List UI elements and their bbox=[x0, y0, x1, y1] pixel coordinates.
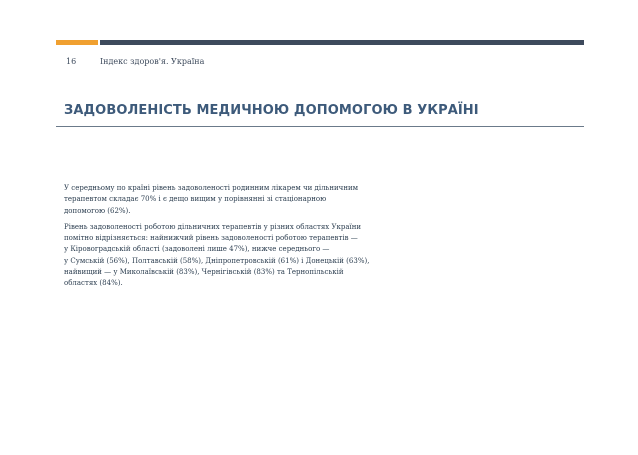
text-line: помітно відрізняється: найнижчий рівень задоволеності роботою терапевтів — bbox=[64, 234, 358, 243]
header-accent-bar bbox=[56, 40, 98, 45]
section-title: ЗАДОВОЛЕНІСТЬ МЕДИЧНОЮ ДОПОМОГОЮ В УКРАЇНІ bbox=[64, 103, 479, 118]
header-rule-bar bbox=[100, 40, 584, 45]
page-number: 16 bbox=[66, 57, 77, 66]
text-line: областях (84%). bbox=[64, 279, 123, 288]
text-line: найвищий — у Миколаївській (83%), Чернігівській (83%) та Тернопільській bbox=[64, 268, 344, 277]
title-divider bbox=[56, 126, 584, 127]
header-title: Індекс здоров'я. Україна bbox=[100, 57, 205, 66]
text-line: у Сумській (56%), Полтавській (58%), Дніпропетровській (61%) і Донецькій (63%), bbox=[64, 256, 370, 265]
text-line: Рівень задоволеності роботою дільничних терапевтів у різних областях України bbox=[64, 222, 362, 231]
text-line: У середньому по країні рівень задоволеності родинним лікарем чи дільничним bbox=[64, 184, 359, 192]
paragraph-national-satisfaction bbox=[64, 183, 394, 217]
text-line: допомогою (62%). bbox=[64, 206, 131, 215]
paragraph-regional-satisfaction bbox=[64, 222, 394, 290]
text-line: у Кіровоградській області (задоволені лише 47%), нижче середнього — bbox=[64, 245, 330, 254]
body-text bbox=[64, 183, 394, 295]
text-line: терапевтом складає 70% і є дещо вищим у порівнянні зі стаціонарною bbox=[64, 195, 327, 204]
